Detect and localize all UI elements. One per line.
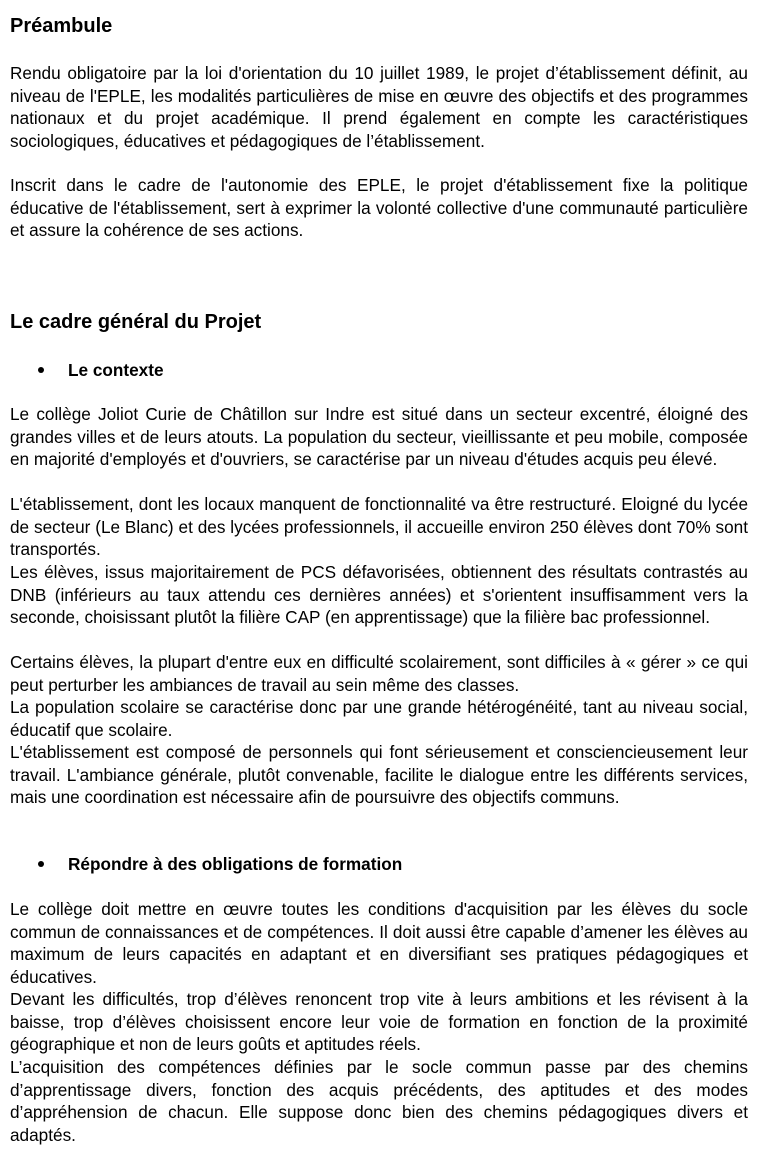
contexte-paragraph-3: Les élèves, issus majoritairement de PCS défavorisées, obtiennent des résultats contrastés au DNB (inférieurs au taux attendu ces dernières années) et s'orientent insuffisamment vers la seconde, choisissant plutôt la filière CAP (en apprentissage) que la filière bac professionnel. bbox=[10, 562, 748, 627]
contexte-paragraph-5: La population scolaire se caractérise donc par une grande hétérogénéité, tant au niveau social, éducatif que scolaire. bbox=[10, 697, 748, 740]
contexte-heading: Le contexte bbox=[68, 360, 164, 380]
preambule-paragraph-2: Inscrit dans le cadre de l'autonomie des EPLE, le projet d'établissement fixe la politique éducative de l'établissement, sert à exprimer la volonté collective d'une communauté particulière et assure la cohérence de ses actions. bbox=[10, 175, 748, 240]
contexte-paragraph-4: Certains élèves, la plupart d'entre eux en difficulté scolairement, sont difficiles à « gérer » ce qui peut perturber les ambiances de travail au sein même des classes. bbox=[10, 652, 748, 695]
preambule-paragraph-1: Rendu obligatoire par la loi d'orientation du 10 juillet 1989, le projet d’établissement définit, au niveau de l'EPLE, les modalités particulières de mise en œuvre des objectifs et des programmes nationaux et du projet académique. Il prend également en compte les caractéristiques sociologiques, éducatives et pédagogiques de l’établissement. bbox=[10, 63, 748, 151]
contexte-paragraph-6: L'établissement est composé de personnels qui font sérieusement et consciencieusement leur travail. L'ambiance générale, plutôt convenable, facilite le dialogue entre les différents services, mais une coordination est nécessaire afin de poursuivre des objectifs communs. bbox=[10, 742, 748, 807]
obligations-paragraph-1: Le collège doit mettre en œuvre toutes les conditions d'acquisition par les élèves du socle commun de connaissances et de compétences. Il doit aussi être capable d’amener les élèves au maximum de leurs capacités en adaptant et en diversifiant ses pratiques pédagogiques et éducatives. bbox=[10, 899, 748, 987]
obligations-paragraph-2: Devant les difficultés, trop d’élèves renoncent trop vite à leurs ambitions et les révisent à la baisse, trop d’élèves choisissent encore leur voie de formation en fonction de la proximité géographique et non de leurs goûts et aptitudes réels. bbox=[10, 989, 748, 1054]
contexte-paragraph-1: Le collège Joliot Curie de Châtillon sur Indre est situé dans un secteur excentré, éloigné des grandes villes et de leurs atouts. La population du secteur, vieillissante et peu mobile, composée en majorité d'employés et d'ouvriers, se caractérise par un niveau d'études acquis peu élevé. bbox=[10, 404, 748, 469]
bullet-icon bbox=[38, 367, 44, 373]
obligations-bullet bbox=[38, 853, 402, 875]
cadre-title: Le cadre général du Projet bbox=[10, 311, 262, 333]
obligations-paragraph-3: L’acquisition des compétences définies par le socle commun passe par des chemins d’apprentissage divers, fonction des acquis précédents, des aptitudes et des modes d’appréhension de chacun. Elle suppose donc bien des chemins pédagogiques divers et adaptés. bbox=[10, 1057, 748, 1145]
contexte-paragraph-2: L'établissement, dont les locaux manquent de fonctionnalité va être restructuré. Eloigné du lycée de secteur (Le Blanc) et des lycées professionnels, il accueille environ 250 élèves dont 70% sont transportés. bbox=[10, 494, 748, 559]
obligations-heading: Répondre à des obligations de formation bbox=[68, 854, 403, 874]
contexte-bullet bbox=[38, 359, 164, 381]
bullet-icon bbox=[38, 861, 44, 867]
preambule-title: Préambule bbox=[10, 15, 113, 37]
